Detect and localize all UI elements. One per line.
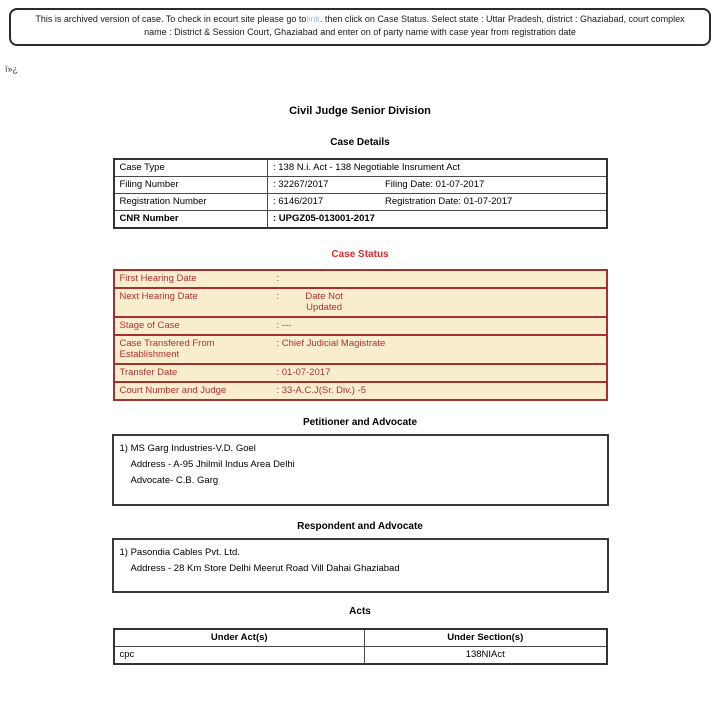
petitioner-box	[112, 434, 609, 506]
respondent-box	[112, 538, 609, 593]
act-cell: cpc	[114, 647, 365, 665]
row-value	[272, 288, 607, 317]
party-line: Address - A-95 Jhilmil Indus Area Delhi	[130, 459, 295, 470]
acts-table	[113, 628, 608, 665]
party-line: 1) Pasondia Cables Pvt. Ltd.	[119, 547, 240, 558]
case-status-table	[113, 269, 608, 401]
acts-header-under-sections: Under Section(s)	[365, 629, 607, 647]
section-heading-respondent: Respondent and Advocate	[297, 521, 423, 532]
cnr-number-value: : UPGZ05-013001-2017	[273, 213, 375, 224]
next-hearing-note: Date Not Updated	[305, 291, 343, 313]
row-label: Transfer Date	[114, 364, 272, 382]
table-row	[114, 159, 607, 177]
registration-date-value: Registration Date: 01-07-2017	[385, 196, 513, 207]
section-heading-case-details: Case Details	[330, 137, 390, 148]
case-type-value: : 138 N.i. Act - 138 Negotiable Insrument Act	[273, 162, 460, 173]
row-label: Registration Number	[114, 194, 268, 211]
table-row	[114, 194, 607, 211]
archive-notice-text-before: This is archived version of case. To check in ecourt site please go to	[35, 14, 307, 24]
table-row	[114, 177, 607, 194]
party-line: Advocate- C.B. Garg	[130, 475, 219, 486]
section-cell: 138NIAct	[365, 647, 607, 665]
row-value: : 33-A.C.J(Sr. Div.) -5	[272, 382, 607, 400]
table-row	[114, 270, 607, 288]
table-header-row	[114, 629, 607, 647]
table-row	[114, 288, 607, 317]
acts-header-under-acts: Under Act(s)	[114, 629, 365, 647]
next-hearing-colon: :	[276, 291, 280, 302]
table-row	[114, 647, 607, 665]
row-label: First Hearing Date	[119, 273, 197, 284]
filing-number-value: : 32267/2017	[273, 179, 329, 190]
row-value: : Chief Judicial Magistrate	[272, 335, 607, 364]
row-label: Case Transfered From Establishment	[114, 335, 272, 364]
row-value	[268, 159, 607, 177]
row-value	[268, 211, 607, 229]
table-row	[114, 382, 607, 400]
row-label: Stage of Case	[114, 317, 272, 335]
section-heading-acts: Acts	[349, 606, 371, 617]
table-row	[114, 335, 607, 364]
row-value: :	[276, 273, 280, 284]
table-row	[114, 317, 607, 335]
ecourt-link[interactable]: link	[306, 14, 320, 24]
row-label: Case Type	[114, 159, 268, 177]
row-label: Next Hearing Date	[114, 288, 272, 317]
row-label: Court Number and Judge	[114, 382, 272, 400]
registration-number-value: : 6146/2017	[273, 196, 324, 207]
table-row	[114, 364, 607, 382]
table-row	[114, 211, 607, 229]
row-label: Filing Number	[114, 177, 268, 194]
section-heading-petitioner: Petitioner and Advocate	[302, 417, 418, 428]
party-line: Address - 28 Km Store Delhi Meerut Road Vill Dahai Ghaziabad	[130, 563, 400, 574]
section-heading-case-status: Case Status	[331, 249, 389, 260]
party-line: 1) MS Garg Industries-V.D. Goel	[119, 443, 256, 454]
row-value	[268, 194, 607, 211]
case-details-table	[113, 158, 608, 229]
row-label: CNR Number	[114, 211, 268, 229]
page-title: Civil Judge Senior Division	[289, 105, 431, 117]
row-value	[268, 177, 607, 194]
archive-notice-text-after: . then click on Case Status. Select state : Uttar Pradesh, district : Ghaziabad, court complex name : District & Session Court, Ghaziabad and enter on of party name with case year from registration date	[144, 14, 685, 37]
bom-artifact-text: ï»¿	[5, 64, 19, 74]
row-value: : ---	[272, 317, 607, 335]
row-value: : 01-07-2017	[272, 364, 607, 382]
filing-date-value: Filing Date: 01-07-2017	[385, 179, 485, 190]
archive-notice-banner	[9, 8, 711, 46]
